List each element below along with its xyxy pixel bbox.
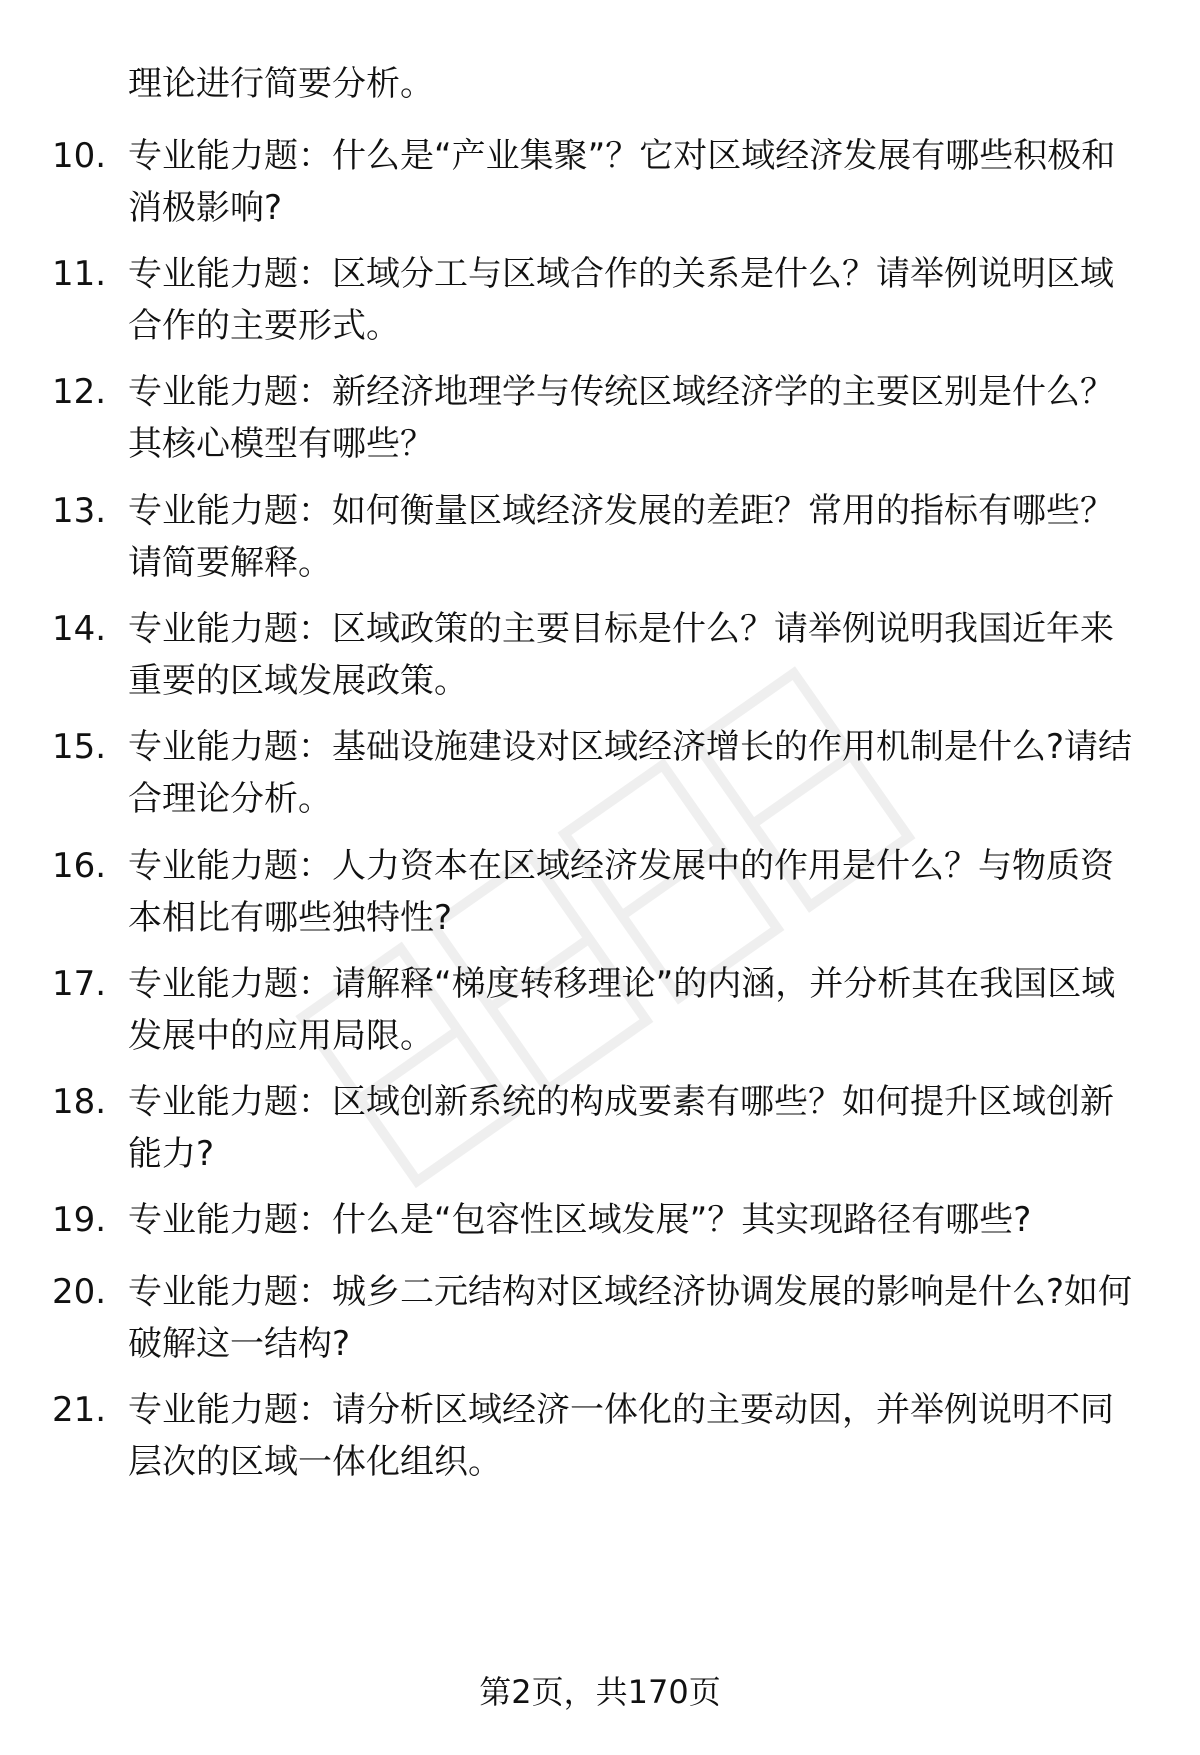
question-number: 20. [52,1272,107,1312]
question-text: 专业能力题：如何衡量区域经济发展的差距？常用的指标有哪些？请简要解释。 [128,491,1114,583]
question-number: 17. [52,964,107,1004]
question-text: 专业能力题：什么是“产业集聚”？它对区域经济发展有哪些积极和消极影响? [128,136,1116,228]
question-text: 专业能力题：区域政策的主要目标是什么？请举例说明我国近年来重要的区域发展政策。 [128,609,1114,701]
question-number: 19. [52,1200,107,1240]
question-text: 专业能力题：请解释“梯度转移理论”的内涵，并分析其在我国区域发展中的应用局限。 [128,964,1116,1056]
question-number: 13. [52,491,107,531]
question-text: 专业能力题：城乡二元结构对区域经济协调发展的影响是什么?如何破解这一结构? [128,1272,1133,1364]
question-text: 专业能力题：请分析区域经济一体化的主要动因，并举例说明不同层次的区域一体化组织。 [128,1390,1114,1482]
question-text: 专业能力题：基础设施建设对区域经济增长的作用机制是什么?请结合理论分析。 [128,727,1133,819]
question-text: 专业能力题：新经济地理学与传统区域经济学的主要区别是什么？其核心模型有哪些？ [128,372,1114,464]
page-footer: 第2页，共170页 [479,1673,721,1711]
question-text: 专业能力题：区域创新系统的构成要素有哪些？如何提升区域创新能力? [128,1082,1114,1174]
question-number: 21. [52,1390,107,1430]
question-text: 专业能力题：什么是“包容性区域发展”？其实现路径有哪些? [128,1200,1032,1240]
question-number: 16. [52,846,107,886]
question-text: 专业能力题：区域分工与区域合作的关系是什么？请举例说明区域合作的主要形式。 [128,254,1114,346]
question-text: 专业能力题：人力资本在区域经济发展中的作用是什么？与物质资本相比有哪些独特性? [128,846,1114,938]
question-number: 11. [52,254,107,294]
question-number: 18. [52,1082,107,1122]
question-number: 10. [52,136,107,176]
question-number: 12. [52,372,107,412]
question-number: 15. [52,727,107,767]
question-number: 14. [52,609,107,649]
continuation-text: 理论进行简要分析。 [128,64,434,104]
